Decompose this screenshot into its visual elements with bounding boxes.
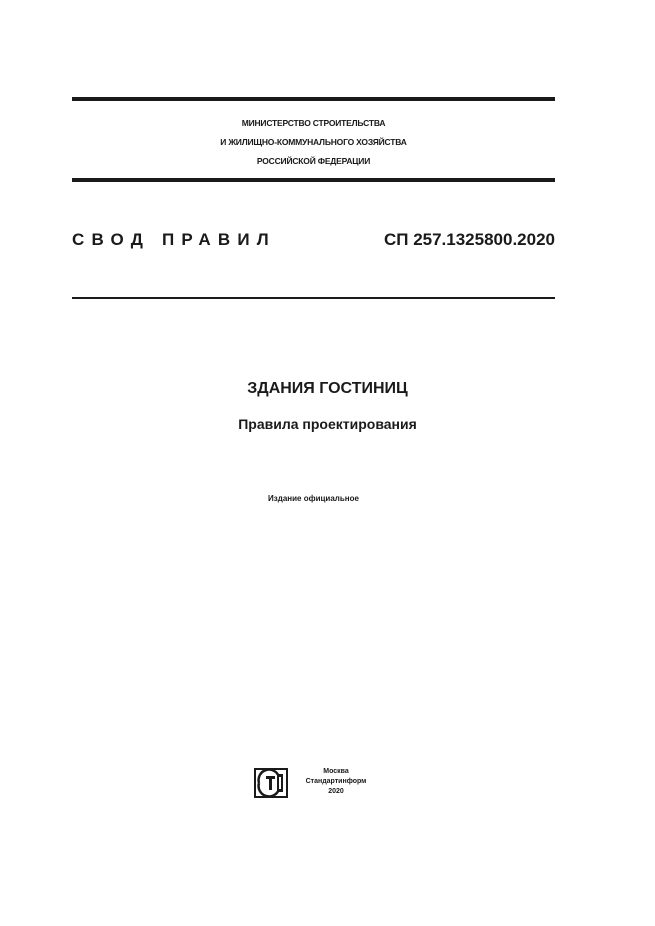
standartinform-logo-icon	[254, 768, 288, 798]
top-rule	[72, 97, 555, 101]
ministry-line-1: МИНИСТЕРСТВО СТРОИТЕЛЬСТВА	[241, 118, 386, 128]
publisher-block	[296, 767, 376, 797]
ministry-line-2: И ЖИЛИЩНО-КОММУНАЛЬНОГО ХОЗЯЙСТВА	[220, 137, 407, 147]
document-code: СП 257.1325800.2020	[383, 230, 555, 249]
publisher-year: 2020	[328, 788, 344, 795]
document-subtitle: Правила проектирования	[238, 416, 417, 432]
ministry-block	[72, 114, 555, 171]
middle-rule	[72, 178, 555, 182]
bottom-rule	[72, 297, 555, 299]
publisher-name: Стандартинформ	[305, 778, 367, 785]
publisher-city: Москва	[323, 768, 349, 775]
ministry-line-3: РОССИЙСКОЙ ФЕДЕРАЦИИ	[256, 156, 371, 166]
document-type: СВОД ПРАВИЛ	[72, 230, 276, 249]
edition-label: Издание официальное	[268, 494, 359, 503]
document-title: ЗДАНИЯ ГОСТИНИЦ	[247, 380, 408, 397]
